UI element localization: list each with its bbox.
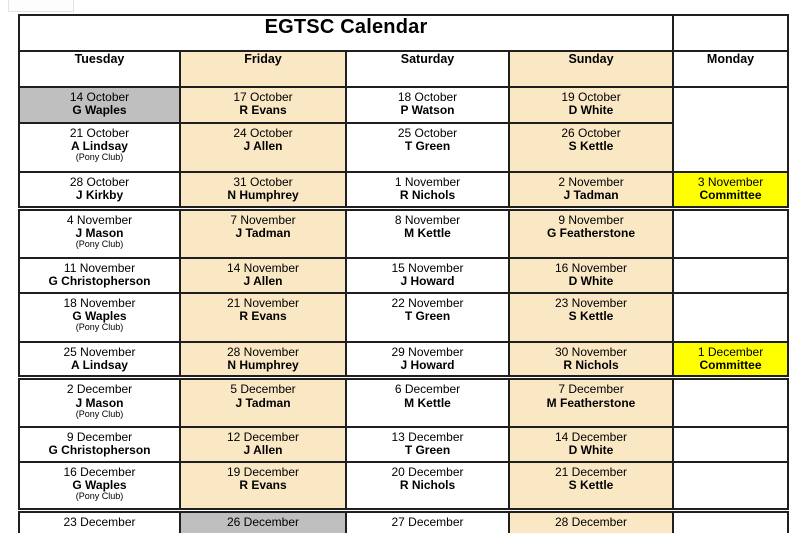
day-cell-content	[347, 124, 508, 166]
calendar-sheet	[18, 14, 789, 533]
week-row	[19, 427, 788, 462]
day-cell-content	[347, 428, 508, 460]
day-cell-content	[20, 173, 179, 205]
monday-cell-week4	[673, 208, 788, 258]
cell-note: (Pony Club)	[75, 322, 124, 333]
day-cell-content	[20, 380, 179, 422]
calendar-table	[18, 14, 789, 533]
cell-date: 20 December	[391, 464, 464, 479]
cell-date: 27 December	[391, 515, 464, 530]
day-cell-content	[510, 124, 672, 166]
cell-judge-name: J Mason	[75, 225, 124, 240]
cell-note: (Pony Club)	[75, 408, 124, 419]
cell-judge-name: D White	[568, 103, 614, 118]
day-cell-tuesday-week11	[19, 511, 180, 533]
day-cell-tuesday-week10	[19, 462, 180, 511]
day-cell-friday-week10	[180, 462, 346, 511]
committee-label: Committee	[699, 358, 762, 373]
cell-judge-name: J Mason	[75, 395, 124, 410]
cell-judge-name: N Humphrey	[227, 358, 299, 373]
cell-date: 26 October	[561, 126, 621, 140]
cell-date: 14 December	[554, 429, 628, 444]
week-row	[19, 123, 788, 172]
day-cell-content	[347, 380, 508, 422]
cell-judge-name: T Green	[404, 309, 451, 324]
cell-note: (Pony Club)	[75, 152, 124, 163]
day-cell-content	[20, 463, 179, 505]
cell-date: 22 November	[391, 296, 464, 310]
day-cell-saturday-week2	[346, 123, 509, 172]
day-cell-tuesday-week9	[19, 427, 180, 462]
cell-date: 25 October	[397, 126, 458, 140]
day-cell-content	[347, 211, 508, 253]
cell-judge-name: J Tadman	[235, 225, 291, 240]
day-cell-content	[181, 88, 345, 120]
committee-label: Committee	[699, 188, 762, 203]
day-cell-content	[510, 513, 672, 532]
cell-judge-name: G Christopherson	[48, 443, 151, 458]
column-header-saturday: Saturday	[346, 51, 509, 87]
cell-date: 8 November	[394, 212, 461, 227]
cell-judge-name: R Nichols	[563, 358, 619, 373]
cell-judge-name: M Featherstone	[546, 395, 636, 410]
week-row	[19, 462, 788, 511]
day-cell-content	[347, 343, 508, 375]
cell-date: 1 November	[394, 175, 461, 189]
cell-date: 23 December	[63, 515, 136, 530]
day-cell-friday-week4	[180, 208, 346, 258]
cell-date: 21 November	[226, 296, 300, 310]
cell-judge-name: G Christopherson	[48, 274, 151, 289]
cell-judge-name: G Featherstone	[547, 225, 636, 240]
day-cell-content	[20, 513, 179, 532]
cell-date: 15 November	[391, 261, 464, 275]
week-row	[19, 342, 788, 378]
day-cell-tuesday-week1	[19, 87, 180, 123]
cell-date: 28 November	[226, 345, 300, 359]
monday-cell-week8	[673, 378, 788, 427]
day-cell-sunday-week9	[509, 427, 673, 462]
day-cell-sunday-week2	[509, 123, 673, 172]
week-row	[19, 378, 788, 427]
monday-cell-week11	[673, 511, 788, 533]
cell-judge-name: J Howard	[400, 274, 455, 289]
cell-date: 14 October	[69, 90, 130, 104]
cell-date: 23 November	[554, 296, 628, 310]
cell-judge-name: P Watson	[400, 103, 455, 118]
day-cell-friday-week1	[180, 87, 346, 123]
cell-date: 14 November	[226, 261, 300, 275]
day-cell-tuesday-week3	[19, 172, 180, 208]
cell-date: 2 December	[66, 382, 133, 397]
cell-judge-name: M Kettle	[404, 225, 451, 240]
day-cell-saturday-week9	[346, 427, 509, 462]
day-cell-sunday-week5	[509, 258, 673, 293]
cell-date: 18 November	[63, 296, 136, 310]
cropped-artifact-box	[8, 0, 74, 12]
day-cell-content	[20, 343, 179, 375]
cell-judge-name: N Humphrey	[227, 188, 299, 203]
day-cell-content	[181, 294, 345, 336]
day-cell-content	[181, 428, 345, 460]
title-row	[19, 15, 788, 51]
cell-date: 2 November	[558, 175, 624, 189]
week-row	[19, 258, 788, 293]
cell-date: 24 October	[233, 126, 293, 140]
column-header-tuesday: Tuesday	[19, 51, 180, 87]
cell-date: 9 December	[66, 429, 133, 444]
day-cell-content	[181, 259, 345, 291]
cell-note: (Pony Club)	[75, 238, 124, 249]
cell-judge-name: J Tadman	[235, 395, 291, 410]
day-cell-tuesday-week2	[19, 123, 180, 172]
day-cell-friday-week2	[180, 123, 346, 172]
cell-note: (Pony Club)	[75, 491, 124, 502]
week-row	[19, 208, 788, 258]
day-cell-sunday-week1	[509, 87, 673, 123]
committee-date: 3 November	[697, 175, 764, 189]
cell-date: 31 October	[233, 175, 293, 189]
day-cell-sunday-week3	[509, 172, 673, 208]
week-row	[19, 87, 788, 123]
day-cell-sunday-week7	[509, 342, 673, 378]
week-row	[19, 511, 788, 533]
monday-cell-week1	[673, 87, 788, 172]
monday-cell-week7	[673, 342, 788, 378]
day-cell-friday-week6	[180, 293, 346, 342]
day-cell-friday-week9	[180, 427, 346, 462]
cell-date: 4 November	[66, 212, 133, 227]
cell-date: 9 November	[558, 212, 624, 227]
day-cell-saturday-week6	[346, 293, 509, 342]
day-cell-content	[20, 259, 179, 291]
monday-cell-week5	[673, 258, 788, 293]
day-cell-content	[347, 259, 508, 291]
cell-date: 11 November	[63, 261, 136, 275]
cell-judge-name: G Waples	[72, 309, 127, 324]
day-cell-tuesday-week8	[19, 378, 180, 427]
committee-date: 1 December	[697, 345, 764, 359]
cell-judge-name: M Kettle	[404, 395, 451, 410]
monday-cell-week10	[673, 462, 788, 511]
week-row	[19, 172, 788, 208]
day-cell-content	[510, 294, 672, 336]
cell-judge-name: R Nichols	[399, 188, 456, 203]
day-cell-tuesday-week5	[19, 258, 180, 293]
day-cell-content	[181, 463, 345, 505]
cell-judge-name: J Allen	[243, 274, 283, 289]
day-cell-content	[20, 88, 179, 120]
day-cell-content	[510, 88, 672, 120]
day-cell-sunday-week8	[509, 378, 673, 427]
cell-judge-name: R Nichols	[399, 478, 456, 493]
cell-judge-name: J Allen	[243, 443, 283, 458]
cell-date: 17 October	[233, 90, 293, 104]
cell-date: 19 October	[561, 90, 621, 104]
monday-cell-week3	[673, 172, 788, 208]
cell-date: 18 October	[397, 90, 458, 104]
cell-judge-name: J Tadman	[563, 188, 619, 203]
cell-date: 7 November	[230, 212, 296, 227]
day-cell-tuesday-week7	[19, 342, 180, 378]
cell-date: 29 November	[391, 345, 464, 359]
day-cell-sunday-week11	[509, 511, 673, 533]
cell-date: 26 December	[226, 515, 300, 530]
day-cell-content	[20, 428, 179, 460]
week-row	[19, 293, 788, 342]
cell-judge-name: R Evans	[239, 103, 287, 118]
page-title: EGTSC Calendar	[19, 15, 673, 51]
day-cell-saturday-week4	[346, 208, 509, 258]
day-cell-saturday-week1	[346, 87, 509, 123]
day-cell-content	[347, 463, 508, 505]
day-cell-saturday-week5	[346, 258, 509, 293]
cell-date: 5 December	[230, 382, 296, 397]
day-cell-friday-week7	[180, 342, 346, 378]
day-cell-saturday-week7	[346, 342, 509, 378]
cell-judge-name: T Green	[404, 443, 451, 458]
cell-date: 6 December	[394, 382, 461, 397]
cell-date: 13 December	[391, 429, 464, 444]
cell-date: 28 October	[69, 175, 130, 189]
day-cell-content	[347, 294, 508, 336]
day-cell-content	[181, 211, 345, 253]
day-cell-saturday-week8	[346, 378, 509, 427]
cell-judge-name: T Green	[404, 139, 451, 154]
day-cell-content	[510, 211, 672, 253]
day-cell-friday-week5	[180, 258, 346, 293]
day-cell-content	[181, 380, 345, 422]
day-cell-content	[510, 380, 672, 422]
cell-date: 7 December	[558, 382, 624, 397]
day-cell-content	[510, 428, 672, 460]
committee-cell-content	[674, 173, 787, 205]
day-cell-content	[20, 294, 179, 336]
day-cell-content	[181, 124, 345, 166]
day-cell-saturday-week11	[346, 511, 509, 533]
committee-cell-content	[674, 343, 787, 375]
cell-date: 21 December	[554, 464, 628, 479]
cell-judge-name: D White	[568, 274, 614, 289]
cell-judge-name: A Lindsay	[71, 139, 128, 154]
day-cell-tuesday-week4	[19, 208, 180, 258]
cell-judge-name: D White	[568, 443, 614, 458]
column-header-friday: Friday	[180, 51, 346, 87]
day-cell-content	[510, 259, 672, 291]
day-cell-content	[347, 88, 508, 120]
cell-judge-name: S Kettle	[568, 478, 614, 493]
day-cell-content	[347, 173, 508, 205]
cell-judge-name: J Howard	[400, 358, 455, 373]
day-cell-tuesday-week6	[19, 293, 180, 342]
cell-date: 30 November	[554, 345, 628, 359]
day-cell-content	[510, 343, 672, 375]
day-cell-saturday-week3	[346, 172, 509, 208]
day-cell-content	[347, 513, 508, 532]
cell-judge-name: S Kettle	[568, 309, 614, 324]
day-cell-content	[20, 211, 179, 253]
day-cell-sunday-week6	[509, 293, 673, 342]
monday-cell-week6	[673, 293, 788, 342]
column-header-sunday: Sunday	[509, 51, 673, 87]
cell-date: 28 December	[554, 515, 628, 530]
cell-date: 12 December	[226, 429, 300, 444]
cell-date: 16 November	[554, 261, 628, 275]
column-header-monday: Monday	[673, 51, 788, 87]
cell-judge-name: G Waples	[72, 103, 127, 118]
day-cell-saturday-week10	[346, 462, 509, 511]
cell-date: 19 December	[226, 464, 300, 479]
day-cell-content	[181, 173, 345, 205]
day-cell-content	[181, 343, 345, 375]
cell-judge-name: S Kettle	[568, 139, 614, 154]
cell-date: 25 November	[63, 345, 136, 359]
day-cell-content	[510, 173, 672, 205]
day-cell-content	[181, 513, 345, 532]
day-cell-friday-week11	[180, 511, 346, 533]
cell-judge-name: J Kirkby	[75, 188, 124, 203]
cell-judge-name: R Evans	[239, 309, 287, 324]
cell-date: 16 December	[63, 464, 136, 479]
cell-judge-name: R Evans	[239, 478, 287, 493]
cell-judge-name: A Lindsay	[71, 358, 128, 373]
day-cell-friday-week3	[180, 172, 346, 208]
cell-judge-name: J Allen	[243, 139, 283, 154]
cell-date: 21 October	[69, 126, 130, 140]
cell-judge-name: G Waples	[72, 478, 127, 493]
header-row	[19, 51, 788, 87]
day-cell-friday-week8	[180, 378, 346, 427]
title-spacer-cell	[673, 15, 788, 51]
day-cell-content	[20, 124, 179, 166]
day-cell-sunday-week10	[509, 462, 673, 511]
monday-cell-week9	[673, 427, 788, 462]
day-cell-content	[510, 463, 672, 505]
day-cell-sunday-week4	[509, 208, 673, 258]
